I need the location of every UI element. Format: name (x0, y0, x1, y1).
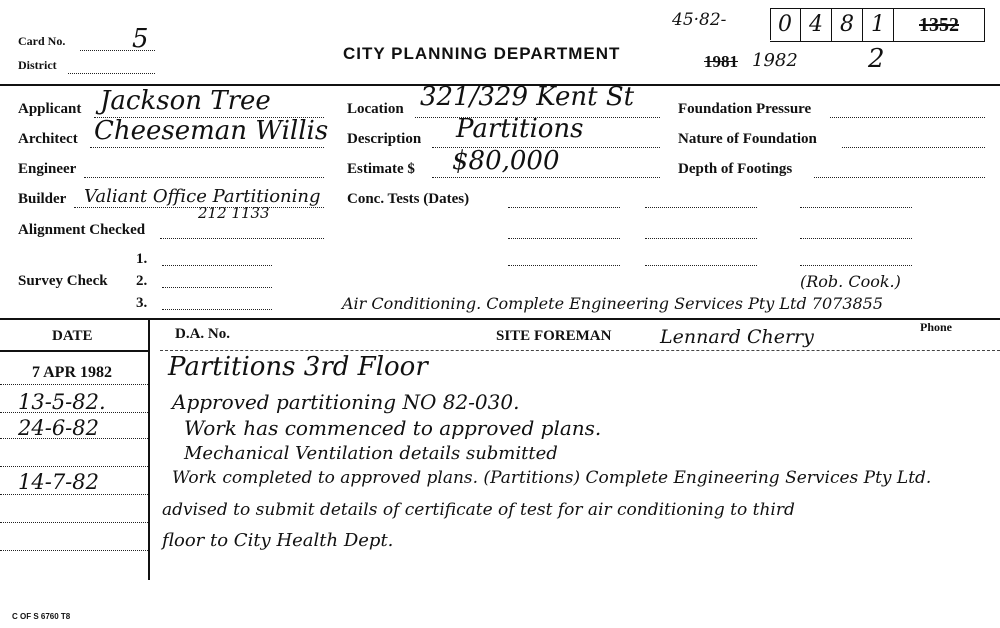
ref-prefix: 45·82- (672, 10, 727, 30)
log-text-4: Mechanical Ventilation details submitted (184, 443, 558, 464)
architect-line (90, 147, 324, 148)
date-header: DATE (52, 328, 93, 344)
log-text-5: Work completed to approved plans. (Partitions) Complete Engineering Services Pty Ltd. (172, 468, 932, 488)
log-text-1: Partitions 3rd Floor (168, 352, 428, 382)
depth-of-footings-label: Depth of Footings (678, 161, 793, 177)
log-date-1: 7 APR 1982 (32, 364, 112, 381)
builder-value: Valiant Office Partitioning (84, 186, 321, 207)
conc-tests-label: Conc. Tests (Dates) (347, 191, 470, 207)
survey-line-2 (162, 287, 272, 288)
da-no-label: D.A. No. (175, 326, 230, 342)
builder-label: Builder (18, 191, 67, 207)
district-line (68, 73, 155, 74)
nature-of-foundation-label: Nature of Foundation (678, 131, 817, 147)
log-top-border (0, 318, 1000, 320)
survey-num-2: 2. (136, 273, 148, 289)
ref-digit-2: 4 (801, 8, 832, 42)
ref-digit-3: 8 (832, 8, 863, 42)
description-value: Partitions (456, 114, 584, 144)
phone-label: Phone (920, 320, 953, 334)
date-header-underline (0, 350, 148, 352)
conc-line-1a (508, 207, 620, 208)
site-foreman-value: Lennard Cherry (660, 326, 814, 348)
log-text-2: Approved partitioning NO 82-030. (172, 390, 520, 414)
row-line-7 (0, 550, 148, 551)
engineer-label: Engineer (18, 161, 77, 177)
survey-line-1 (162, 265, 272, 266)
builder-phone: 212 1133 (198, 204, 270, 222)
ref-digit-4: 1 (863, 8, 894, 42)
page-title: CITY PLANNING DEPARTMENT (343, 44, 621, 63)
estimate-line (432, 177, 660, 178)
log-text-7: floor to City Health Dept. (162, 530, 394, 551)
architect-label: Architect (18, 131, 78, 147)
log-header-underline (160, 350, 1000, 351)
applicant-value: Jackson Tree (100, 86, 271, 116)
nature-of-foundation-line (842, 147, 985, 148)
engineer-line (84, 177, 324, 178)
alignment-line (160, 238, 324, 239)
row-line-5 (0, 494, 148, 495)
description-label: Description (347, 131, 422, 147)
conc-line-3b (645, 265, 757, 266)
location-label: Location (347, 101, 404, 117)
year-struck: 1981 (704, 52, 738, 71)
survey-label: Survey Check (18, 273, 108, 289)
survey-line-3 (162, 309, 272, 310)
card-no-value: 5 (132, 24, 149, 54)
log-date-2: 13-5-82. (18, 390, 106, 414)
log-text-6: advised to submit details of certificate of test for air conditioning to third (162, 500, 795, 520)
ref-struck-number: 1352 (894, 8, 985, 42)
estimate-value: $80,000 (452, 146, 560, 176)
air-conditioning-note: Air Conditioning. Complete Engineering Services Pty Ltd 7073855 (342, 294, 884, 313)
conc-line-3c (800, 265, 912, 266)
conc-line-1b (645, 207, 757, 208)
foundation-pressure-line (830, 117, 985, 118)
year-suffix: 2 (868, 44, 885, 74)
row-line-6 (0, 522, 148, 523)
site-foreman-label: SITE FOREMAN (496, 328, 612, 344)
year: 1982 (752, 50, 798, 71)
log-text-3: Work has commenced to approved plans. (184, 416, 602, 440)
alignment-label: Alignment Checked (18, 222, 146, 238)
location-value: 321/329 Kent St (420, 82, 635, 112)
foundation-pressure-label: Foundation Pressure (678, 101, 812, 117)
district-label: District (18, 58, 57, 72)
card-no-label: Card No. (18, 34, 66, 48)
estimate-label: Estimate $ (347, 161, 415, 177)
date-column-divider (148, 318, 150, 580)
conc-line-2c (800, 238, 912, 239)
architect-value: Cheeseman Willis (94, 116, 329, 146)
conc-line-1c (800, 207, 912, 208)
row-line-4 (0, 466, 148, 467)
rob-cook-note: (Rob. Cook.) (800, 272, 901, 291)
survey-num-3: 3. (136, 295, 148, 311)
ref-digit-1: 0 (770, 8, 801, 42)
applicant-label: Applicant (18, 101, 82, 117)
row-line-1 (0, 384, 148, 385)
conc-line-3a (508, 265, 620, 266)
form-code: C OF S 6760 T8 (12, 612, 71, 621)
log-date-3: 24-6-82 (18, 416, 99, 440)
conc-line-2a (508, 238, 620, 239)
depth-of-footings-line (814, 177, 985, 178)
survey-num-1: 1. (136, 251, 148, 267)
log-date-5: 14-7-82 (18, 470, 99, 494)
conc-line-2b (645, 238, 757, 239)
